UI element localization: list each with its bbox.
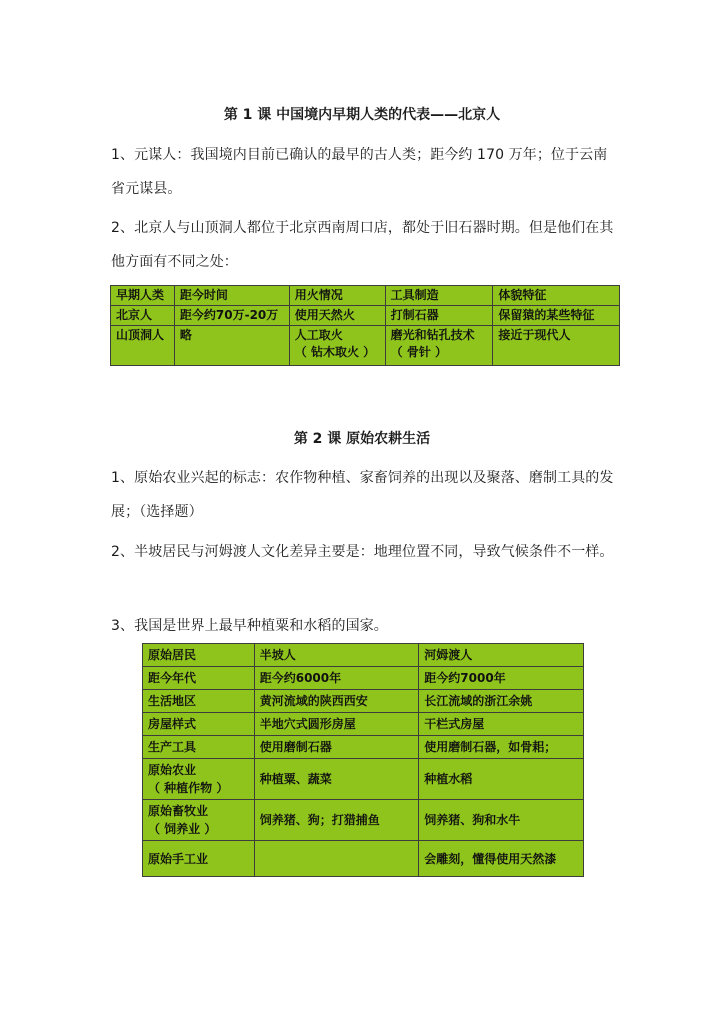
table-cell: 黄河流域的陕西西安	[254, 690, 419, 713]
lesson2-point2: 2、半坡居民与河姆渡人文化差异主要是：地理位置不同，导致气候条件不一样。	[111, 544, 614, 560]
table-cell: 使用磨制石器	[254, 736, 419, 759]
table-cell: 略	[174, 326, 289, 366]
table-cell: 磨光和钻孔技术 （ 骨针 ）	[385, 326, 493, 366]
early-humans-table	[110, 285, 620, 366]
table-cell: 山顶洞人	[111, 326, 175, 366]
table-cell: 河姆渡人	[419, 644, 584, 667]
table-cell: 使用天然火	[289, 306, 385, 326]
table-cell	[254, 841, 419, 877]
table-cell: 会雕刻，懂得使用天然漆	[419, 841, 584, 877]
table-row	[143, 841, 584, 877]
table-cell: 生活地区	[143, 690, 255, 713]
table-cell: 距今约70万-20万	[174, 306, 289, 326]
table-cell: 原始手工业	[143, 841, 255, 877]
table-cell: 饲养猪、狗；打猎捕鱼	[254, 800, 419, 841]
lesson1-title: 第 1 课 中国境内早期人类的代表——北京人	[223, 107, 501, 123]
table-cell: 打制石器	[385, 306, 493, 326]
primitive-farming-table	[142, 643, 584, 877]
table-cell: 干栏式房屋	[419, 713, 584, 736]
table-cell: 原始农业 （ 种植作物 ）	[143, 759, 255, 800]
table-row	[143, 713, 584, 736]
table-cell: 早期人类	[111, 286, 175, 306]
table-cell: 原始畜牧业 （ 饲养业 ）	[143, 800, 255, 841]
table-cell: 种植粟、蔬菜	[254, 759, 419, 800]
table-row	[143, 759, 584, 800]
table-cell: 生产工具	[143, 736, 255, 759]
table-cell: 人工取火 （ 钻木取火 ）	[289, 326, 385, 366]
table-row	[143, 736, 584, 759]
table-cell: 用火情况	[289, 286, 385, 306]
lesson1-point2: 2、北京人与山顶洞人都位于北京西南周口店，都处于旧石器时期。但是他们在其他方面有不同之处：	[111, 220, 614, 270]
table-cell: 距今年代	[143, 667, 255, 690]
table-cell: 使用磨制石器，如骨耜；	[419, 736, 584, 759]
table-cell: 接近于现代人	[493, 326, 620, 366]
table-header-row	[143, 644, 584, 667]
table-row	[143, 690, 584, 713]
lesson2-point1: 1、原始农业兴起的标志：农作物种植、家畜饲养的出现以及聚落、磨制工具的发展；（选择题）	[111, 470, 614, 520]
table-cell: 保留猿的某些特征	[493, 306, 620, 326]
table-row	[143, 800, 584, 841]
table-cell: 距今约7000年	[419, 667, 584, 690]
table-cell: 房屋样式	[143, 713, 255, 736]
table-row	[111, 306, 620, 326]
lesson2-point3: 3、我国是世界上最早种植粟和水稻的国家。	[111, 618, 388, 634]
table-cell: 工具制造	[385, 286, 493, 306]
table-row	[111, 326, 620, 366]
table-row	[143, 667, 584, 690]
table-cell: 距今约6000年	[254, 667, 419, 690]
table-cell: 长江流域的浙江余姚	[419, 690, 584, 713]
table-cell: 体貌特征	[493, 286, 620, 306]
table-cell: 半地穴式圆形房屋	[254, 713, 419, 736]
table-header-row	[111, 286, 620, 306]
lesson1-point1: 1、元谋人：我国境内目前已确认的最早的古人类；距今约 170 万年；位于云南省元谋县。	[111, 147, 608, 197]
table-cell: 原始居民	[143, 644, 255, 667]
table-cell: 半坡人	[254, 644, 419, 667]
table-cell: 种植水稻	[419, 759, 584, 800]
table-cell: 距今时间	[174, 286, 289, 306]
lesson2-title: 第 2 课 原始农耕生活	[293, 431, 431, 447]
table-cell: 北京人	[111, 306, 175, 326]
table-cell: 饲养猪、狗和水牛	[419, 800, 584, 841]
